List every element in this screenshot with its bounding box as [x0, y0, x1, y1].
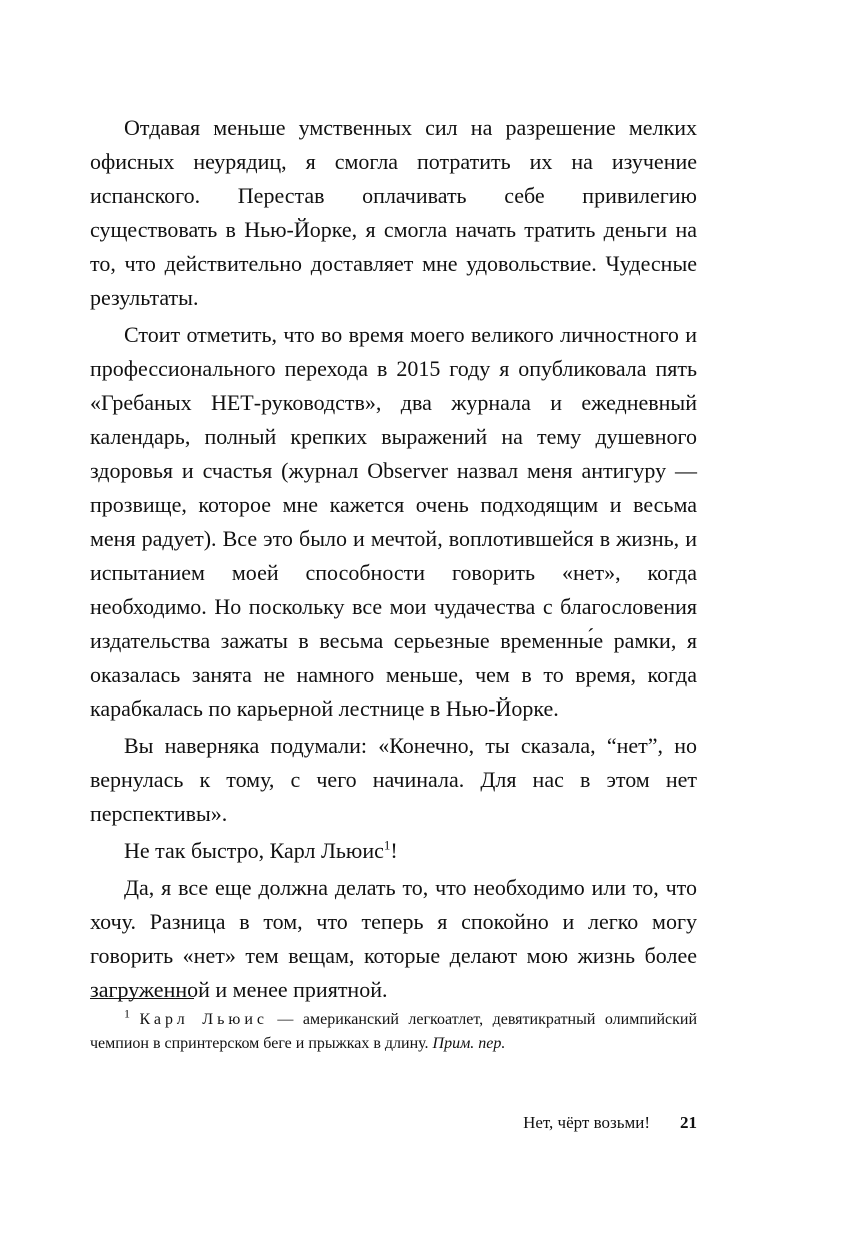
paragraph-4	[90, 834, 697, 868]
footnote-name: Карл Льюис	[139, 1011, 268, 1028]
paragraph-2: Стоит отметить, что во время моего великого личностного и профессионального перехода в 2015 году я опубликовала пять «Гребаных НЕТ-руководств», два журнала и ежедневный календарь, полный крепких выражений на тему душевного здоровья и счастья (журнал Observer назвал меня антигуру — прозвище, которое мне кажется очень подходящим и весьма меня радует). Все это было и мечтой, воплотившейся в жизнь, и испытанием моей способности говорить «нет», когда необходимо. Но поскольку все мои чудачества с благословения издательства зажаты в весьма серьезные временны́е рамки, я оказалась занята не намного меньше, чем в то время, когда карабкалась по карьерной лестнице в Нью-Йорке.	[90, 322, 697, 721]
footnote-mark: 1	[124, 1006, 130, 1021]
paragraph-5: Да, я все еще должна делать то, что необходимо или то, что хочу. Разница в том, что теперь я спокойно и легко могу говорить «нет» тем вещам, которые делают мою жизнь более загруженной и менее приятной.	[90, 875, 697, 1002]
page-number: 21	[680, 1113, 697, 1132]
body-text	[90, 111, 697, 1010]
running-title: Нет, чёрт возьми!	[523, 1113, 650, 1132]
exclamation-text: Не так быстро, Карл Льюис	[124, 838, 384, 863]
exclamation-end: !	[390, 838, 398, 863]
paragraph-1: Отдавая меньше умственных сил на разрешение мелких офисных неурядиц, я смогла потратить их на изучение испанского. Перестав оплачивать себе привилегию существовать в Нью-Йорке, я смогла начать тратить деньги на то, что действительно доставляет мне удовольствие. Чудесные результаты.	[90, 115, 697, 310]
footnote-note: Прим. пер.	[432, 1035, 506, 1052]
footnote-text: — американский легкоатлет, девятикратный олимпийский чемпион в спринтерском беге и прыжках в длину.	[90, 1011, 697, 1052]
paragraph-3: Вы наверняка подумали: «Конечно, ты сказала, “нет”, но вернулась к тому, с чего начинала. Для нас в этом нет перспективы».	[90, 733, 697, 826]
footnote-divider	[90, 998, 194, 999]
footnote	[90, 1008, 697, 1056]
page-footer	[523, 1111, 697, 1135]
footnote-reference: 1	[383, 837, 391, 853]
